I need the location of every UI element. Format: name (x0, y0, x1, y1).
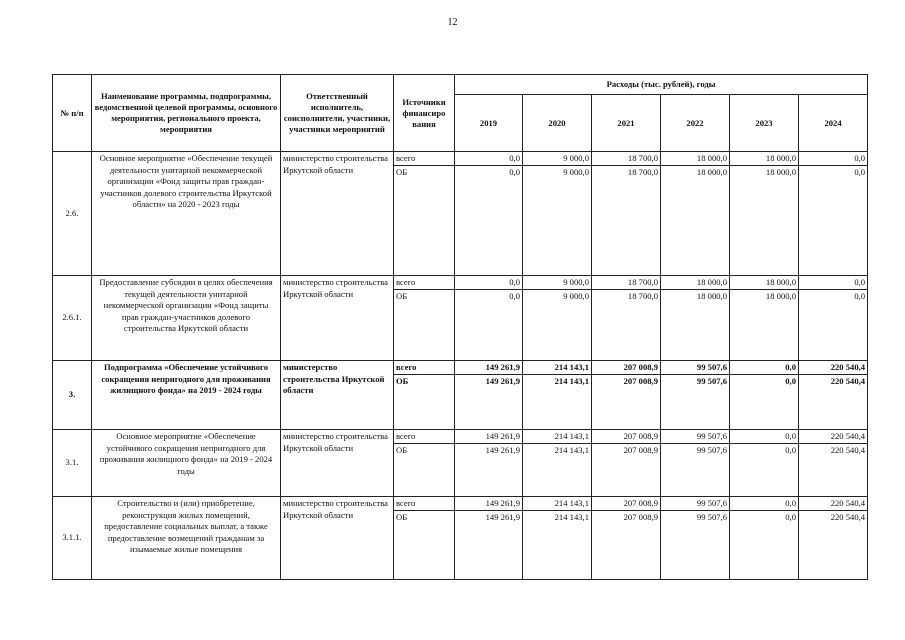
year-values (799, 430, 868, 497)
header-year: 2020 (523, 95, 592, 152)
year-values (799, 361, 868, 430)
value-total: 18 000,0 (730, 276, 798, 290)
value-total: 149 261,9 (455, 361, 522, 375)
value-total: 0,0 (455, 276, 522, 290)
value-regional-budget: 214 143,1 (554, 376, 589, 386)
row-sources (394, 276, 455, 361)
year-values (799, 497, 868, 580)
table-row (53, 361, 868, 430)
header-responsible: Ответственный исполнитель, соисполнители, участники, участники мероприятий (281, 75, 394, 152)
value-total: 214 143,1 (523, 497, 591, 511)
year-values (661, 361, 730, 430)
source-total: всего (394, 276, 454, 290)
header-year: 2021 (592, 95, 661, 152)
row-number: 3.1.1. (53, 497, 92, 580)
value-regional-budget: 207 008,9 (623, 445, 658, 455)
row-name: Основное мероприятие «Обеспечение устойчивого сокращения непригодного для проживания жилищного фонда» на 2019 - 2024 годы (92, 430, 281, 497)
row-responsible: министерство строительства Иркутской области (281, 497, 394, 580)
table-row (53, 276, 868, 361)
value-regional-budget: 18 700,0 (627, 291, 658, 301)
value-regional-budget: 0,0 (854, 167, 866, 177)
year-values (455, 276, 523, 361)
value-total: 214 143,1 (523, 361, 591, 375)
value-total: 214 143,1 (523, 430, 591, 444)
source-total: всего (394, 430, 454, 444)
value-total: 99 507,6 (661, 430, 729, 444)
year-values (455, 361, 523, 430)
value-total: 0,0 (455, 152, 522, 166)
value-regional-budget: 9 000,0 (563, 291, 589, 301)
value-total: 18 700,0 (592, 276, 660, 290)
source-total: всего (394, 152, 454, 166)
year-values (730, 152, 799, 276)
year-values (799, 152, 868, 276)
value-regional-budget: 214 143,1 (554, 445, 589, 455)
year-values (730, 276, 799, 361)
year-values (455, 430, 523, 497)
row-responsible: министерство строительства Иркутской области (281, 152, 394, 276)
value-regional-budget: 18 700,0 (627, 167, 658, 177)
header-year: 2022 (661, 95, 730, 152)
table-row (53, 430, 868, 497)
row-name: Предоставление субсидии в целях обеспечения текущей деятельности унитарной некоммерческой организации «Фонд защиты прав граждан-участников долевого строительства Иркутской области (92, 276, 281, 361)
value-total: 18 000,0 (661, 152, 729, 166)
year-values (730, 361, 799, 430)
value-total: 99 507,6 (661, 497, 729, 511)
value-total: 0,0 (799, 152, 867, 166)
value-regional-budget: 0,0 (785, 445, 796, 455)
source-total: всего (394, 361, 454, 375)
value-regional-budget: 207 008,9 (623, 376, 658, 386)
value-regional-budget: 220 540,4 (830, 512, 866, 522)
source-regional-budget: ОБ (396, 445, 408, 455)
year-values (661, 497, 730, 580)
value-regional-budget: 149 261,9 (485, 376, 520, 386)
year-values (523, 276, 592, 361)
page-number: 12 (447, 17, 458, 28)
row-name: Подпрограмма «Обеспечение устойчивого сокращения непригодного для проживания жилищного фонда» на 2019 - 2024 годы (92, 361, 281, 430)
year-values (661, 152, 730, 276)
year-values (523, 430, 592, 497)
year-values (523, 497, 592, 580)
source-regional-budget: ОБ (396, 512, 408, 522)
value-total: 207 008,9 (592, 497, 660, 511)
row-responsible: министерство строительства Иркутской области (281, 361, 394, 430)
year-values (592, 276, 661, 361)
value-total: 220 540,4 (799, 361, 867, 375)
row-responsible: министерство строительства Иркутской области (281, 430, 394, 497)
value-regional-budget: 0,0 (854, 291, 866, 301)
value-total: 207 008,9 (592, 361, 660, 375)
value-regional-budget: 99 507,6 (696, 512, 727, 522)
header-year: 2023 (730, 95, 799, 152)
value-total: 0,0 (730, 497, 798, 511)
value-regional-budget: 207 008,9 (623, 512, 658, 522)
row-number: 2.6.1. (53, 276, 92, 361)
value-regional-budget: 18 000,0 (765, 291, 796, 301)
budget-table (52, 74, 868, 580)
row-name: Строительство и (или) приобретение, реконструкция жилых помещений, предоставление социальных выплат, а также предоставление возмещений гражданам за изымаемые жилые помещения (92, 497, 281, 580)
value-total: 0,0 (730, 361, 798, 375)
value-regional-budget: 99 507,6 (696, 445, 727, 455)
year-values (661, 276, 730, 361)
value-regional-budget: 99 507,6 (696, 376, 727, 386)
value-regional-budget: 0,0 (509, 167, 520, 177)
year-values (661, 430, 730, 497)
header-sources: Источники финансиро вания (394, 75, 455, 152)
source-total: всего (394, 497, 454, 511)
value-regional-budget: 220 540,4 (830, 445, 866, 455)
year-values (455, 497, 523, 580)
row-sources (394, 361, 455, 430)
table-row (53, 152, 868, 276)
source-regional-budget: ОБ (396, 376, 409, 386)
value-total: 149 261,9 (455, 430, 522, 444)
row-number: 2.6. (53, 152, 92, 276)
row-name: Основное мероприятие «Обеспечение текущей деятельности унитарной некоммерческой организации «Фонд защиты прав граждан-участников долевого строительства Иркутской области» на 2020 - 2023 годы (92, 152, 281, 276)
year-values (592, 361, 661, 430)
value-total: 18 000,0 (661, 276, 729, 290)
year-values (523, 361, 592, 430)
year-values (730, 430, 799, 497)
row-sources (394, 497, 455, 580)
header-year: 2024 (799, 95, 868, 152)
row-number: 3. (53, 361, 92, 430)
year-values (592, 430, 661, 497)
year-values (523, 152, 592, 276)
year-values (592, 152, 661, 276)
year-values (592, 497, 661, 580)
value-regional-budget: 18 000,0 (696, 291, 727, 301)
value-regional-budget: 18 000,0 (765, 167, 796, 177)
value-total: 220 540,4 (799, 497, 867, 511)
row-sources (394, 152, 455, 276)
value-total: 9 000,0 (523, 276, 591, 290)
header-year: 2019 (455, 95, 523, 152)
value-regional-budget: 0,0 (785, 512, 796, 522)
value-total: 149 261,9 (455, 497, 522, 511)
value-regional-budget: 149 261,9 (485, 512, 520, 522)
value-regional-budget: 149 261,9 (485, 445, 520, 455)
year-values (455, 152, 523, 276)
value-total: 9 000,0 (523, 152, 591, 166)
year-values (799, 276, 868, 361)
row-sources (394, 430, 455, 497)
header-name: Наименование программы, подпрограммы, ведомственной целевой программы, основного мероприятия, регионального проекта, мероприятия (92, 75, 281, 152)
value-total: 220 540,4 (799, 430, 867, 444)
row-number: 3.1. (53, 430, 92, 497)
source-regional-budget: ОБ (396, 167, 408, 177)
table-row (53, 497, 868, 580)
header-expenses: Расходы (тыс. рублей), годы (455, 75, 868, 95)
value-regional-budget: 0,0 (785, 376, 796, 386)
source-regional-budget: ОБ (396, 291, 408, 301)
value-total: 0,0 (799, 276, 867, 290)
year-values (730, 497, 799, 580)
value-total: 18 700,0 (592, 152, 660, 166)
value-regional-budget: 18 000,0 (696, 167, 727, 177)
value-regional-budget: 220 540,4 (830, 376, 866, 386)
value-total: 207 008,9 (592, 430, 660, 444)
value-total: 0,0 (730, 430, 798, 444)
value-total: 18 000,0 (730, 152, 798, 166)
value-regional-budget: 0,0 (509, 291, 520, 301)
value-regional-budget: 214 143,1 (554, 512, 589, 522)
header-num: № п/п (53, 75, 92, 152)
value-regional-budget: 9 000,0 (563, 167, 589, 177)
value-total: 99 507,6 (661, 361, 729, 375)
row-responsible: министерство строительства Иркутской области (281, 276, 394, 361)
